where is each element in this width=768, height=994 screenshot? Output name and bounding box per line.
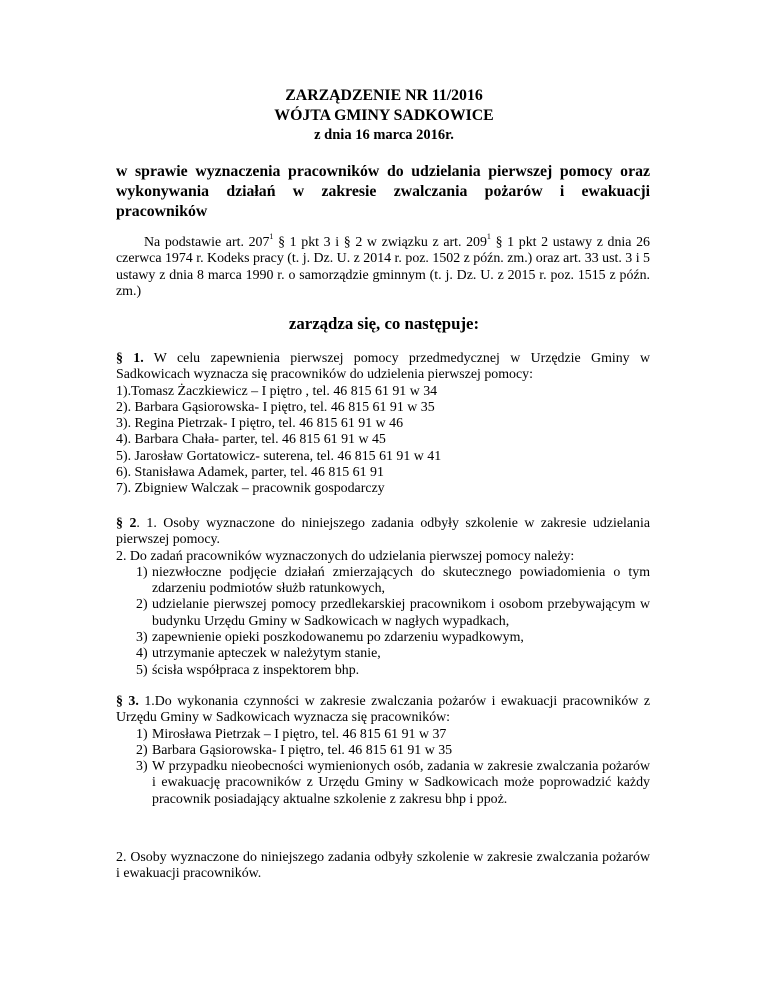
duty-num: 2) [136,597,148,613]
duty-text: ścisła współpraca z inspektorem bhp. [152,662,360,678]
first-aid-person-4: 4). Barbara Chała- parter, tel. 46 815 61 91 w 45 [116,432,386,448]
first-aid-person-6: 6). Stanisława Adamek, parter, tel. 46 815 61 91 [116,465,384,481]
duty-text: utrzymanie apteczek w należytym stanie, [152,646,381,662]
section-1-intro [116,351,650,384]
first-aid-person-5: 5). Jarosław Gortatowicz- suterena, tel. 46 815 61 91 w 41 [116,448,442,464]
legal-basis-part2: § 1 pkt 3 i § 2 w związku z art. 209 [273,235,487,250]
first-aid-person-2: 2). Barbara Gąsiorowska- I piętro, tel. 46 815 61 91 w 35 [116,399,435,415]
duty-num: 3) [136,630,148,646]
issuer: WÓJTA GMINY SADKOWICE [274,107,494,124]
first-aid-duties-list [116,565,650,679]
section-2-p2: 2. Do zadań pracowników wyznaczonych do udzielania pierwszej pomocy należy: [116,548,575,564]
fire-text: W przypadku nieobecności wymienionych osób, zadania w zakresie zwalczania pożarów i ewakuację pracowników z Urzędu Gminy w Sadkowicach może poprowadzić każdy pracownik posiadający aktualne szkolenie z zakresu bhp i ppoż. [152,759,650,807]
duty-num: 4) [136,646,148,662]
section-2-p1 [116,516,650,549]
legal-basis-part1: Na podstawie art. 207 [144,235,270,250]
section-3-mark: § 3. [116,694,139,709]
duty-num: 5) [136,662,148,678]
fire-text: Barbara Gąsiorowska- I piętro, tel. 46 815 61 91 w 35 [152,742,453,758]
fire-num: 2) [136,742,148,758]
legal-basis-sup2: 1 [486,232,491,242]
duty-text: udzielanie pierwszej pomocy przedlekarskiej pracownikom i osobom przebywającym w budynku Urzędu Gminy w Sadkowicach w nagłych wypadkach, [152,597,650,629]
section-2-p1-text: . 1. Osoby wyznaczone do niniejszego zadania odbyły szkolenie w zakresie udzielania pierwszej pomocy. [116,516,650,548]
document-title: ZARZĄDZENIE NR 11/2016 [285,87,483,104]
fire-item [116,743,650,759]
section-1 [116,351,650,498]
section-3-intro-text: 1.Do wykonania czynności w zakresie zwalczania pożarów i ewakuacji pracowników z Urzędu Gminy w Sadkowicach wyznacza się pracowników: [116,694,650,726]
section-3-intro [116,694,650,727]
legal-basis [116,232,650,300]
section-2 [116,516,650,679]
fire-num: 3) [136,759,148,775]
duty-item [116,630,650,646]
fire-item [116,759,650,808]
duty-text: niezwłoczne podjęcie działań zmierzających do skutecznego powiadomienia o tym zdarzeniu podmiotów służb ratunkowych, [152,564,650,597]
fire-num: 1) [136,726,148,742]
section-3 [116,694,650,808]
first-aid-person-1: 1).Tomasz Żaczkiewicz – I piętro , tel. 46 815 61 91 w 34 [116,383,438,399]
section-2-mark: § 2 [116,516,137,531]
duty-item [116,646,650,662]
duty-text: zapewnienie opieki poszkodowanemu po zdarzeniu wypadkowym, [152,630,524,646]
duty-item [116,663,650,679]
duty-item [116,597,650,630]
legal-basis-part3: § 1 pkt 2 ustawy z dnia 26 czerwca 1974 r. Kodeks pracy (t. j. Dz. U. z 2014 r. poz. 1502 z późn. zm.) oraz art. 33 ust. 3 i 5 ustawy z dnia 8 marca 1990 r. o samorządzie gminnym (t. j. Dz. U. z 2015 r. poz. 1515 z późn. zm.) [116,235,650,299]
fire-text: Mirosława Pietrzak – I piętro, tel. 46 815 61 91 w 37 [152,726,447,742]
document-header [0,86,768,145]
first-aid-person-7: 7). Zbigniew Walczak – pracownik gospodarczy [116,481,385,497]
document-date: z dnia 16 marca 2016r. [314,127,454,143]
document-subject: w sprawie wyznaczenia pracowników do udzielania pierwszej pomocy oraz wykonywania działań w zakresie zwalczania pożarów i ewakuacji pracowników [116,163,650,220]
section-3-paragraph-2: 2. Osoby wyznaczone do niniejszego zadania odbyły szkolenie w zakresie zwalczania pożarów i ewakuacji pracowników. [116,850,650,882]
fire-evacuation-list [116,727,650,808]
duty-num: 1) [136,564,148,580]
decree-heading: zarządza się, co następuje: [288,314,480,333]
legal-basis-sup1: 1 [269,232,274,242]
duty-item [116,565,650,598]
first-aid-person-3: 3). Regina Pietrzak- I piętro, tel. 46 815 61 91 w 46 [116,416,404,432]
section-1-mark: § 1. [116,351,144,366]
fire-item [116,727,650,743]
section-1-intro-text: W celu zapewnienia pierwszej pomocy przedmedycznej w Urzędzie Gminy w Sadkowicach wyznacza się pracowników do udzielenia pierwszej pomocy: [116,351,650,383]
